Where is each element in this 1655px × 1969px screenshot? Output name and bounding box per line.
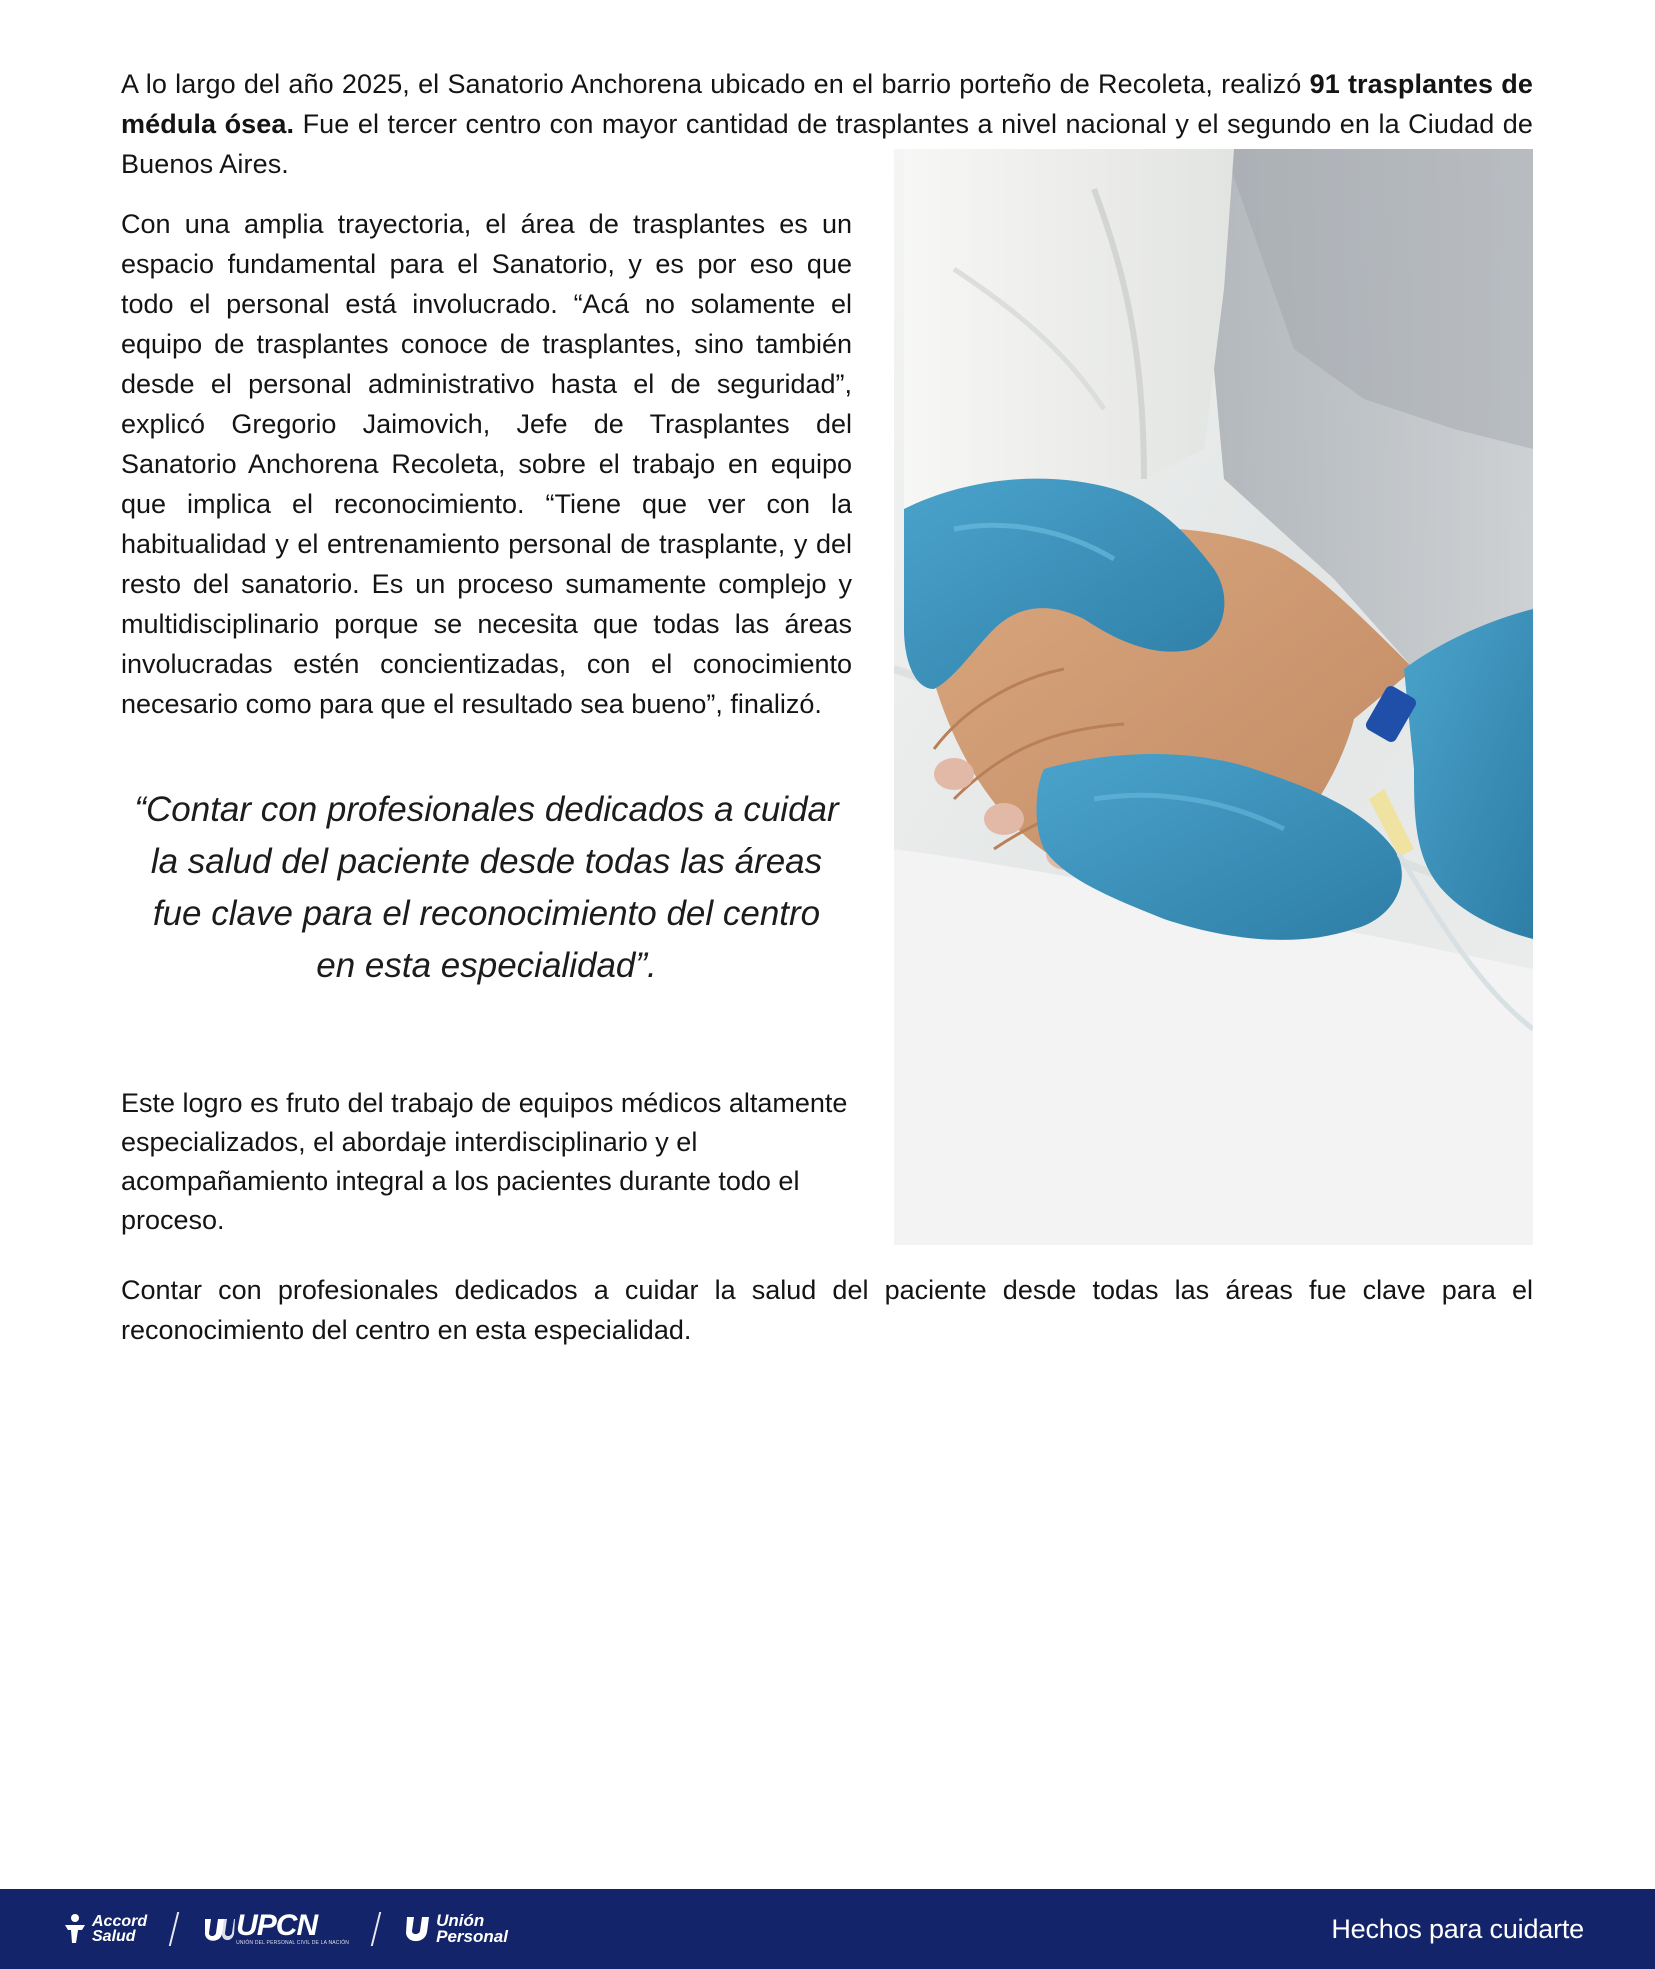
sponsor-logos (62, 1909, 508, 1949)
upcn-subtitle: UNIÓN DEL PERSONAL CIVIL DE LA NACIÓN (236, 1940, 350, 1946)
upcn-logo[interactable] (201, 1909, 350, 1946)
patient-care-photo (894, 149, 1533, 1245)
lead-highlight: 91 trasplantes de médula ósea. (121, 69, 1533, 139)
footer-bar (0, 1889, 1655, 1969)
paragraph-teamwork: Con una amplia trayectoria, el área de trasplantes es un espacio fundamental para el Sanatorio, y es por eso que todo el personal está involucrado. “Acá no solamente el equipo de trasplantes conoce de trasplantes, sino también desde el personal administrativo hasta el de seguridad”, explicó Gregorio Jaimovich, Jefe de Trasplantes del Sanatorio Anchorena Recoleta, sobre el trabajo en equipo que implica el reconocimiento. “Tiene que ver con la habitualidad y el entrenamiento personal de trasplante, y del resto del sanatorio. Es un proceso sumamente complejo y multidisciplinario porque se necesita que todas las áreas involucradas estén concientizadas, con el conocimiento necesario como para que el resultado sea bueno”, finalizó. (121, 209, 852, 719)
union-personal-wordmark: Unión Personal (436, 1911, 508, 1946)
paragraph-achievement: Este logro es fruto del trabajo de equipos médicos altamente especializados, el abordaje interdisciplinario y el acompañamiento integral a los pacientes durante todo el proceso. (121, 1088, 848, 1235)
lead-text-start: A lo largo del año 2025, el Sanatorio Anchorena ubicado en el barrio porteño de Recoleta, realizó (121, 69, 1310, 99)
logo-divider (173, 1912, 175, 1946)
lead-text-end: Fue el tercer centro con mayor cantidad de trasplantes a nivel nacional y el segundo en la Ciudad de Buenos Aires. (121, 109, 1533, 179)
accord-salud-icon (62, 1913, 88, 1945)
pull-quote: “Contar con profesionales dedicados a cuidar la salud del paciente desde todas las áreas fue clave para el reconocimiento del centro en esta especialidad”. (134, 790, 839, 985)
gloved-hands-illustration (894, 149, 1533, 1245)
upcn-icon (201, 1915, 235, 1943)
logo-divider (375, 1912, 377, 1946)
union-personal-icon (403, 1914, 431, 1944)
footer-tagline: Hechos para cuidarte (1331, 1914, 1584, 1944)
accord-salud-logo[interactable] (62, 1913, 147, 1945)
left-column (121, 204, 852, 992)
upcn-wordmark: UPCN (236, 1909, 318, 1942)
accord-salud-wordmark: Accord Salud (92, 1913, 148, 1945)
paragraph-recognition: Contar con profesionales dedicados a cuidar la salud del paciente desde todas las áreas fue clave para el reconocimiento del centro en esta especialidad. (121, 1275, 1533, 1345)
union-personal-logo[interactable] (403, 1913, 508, 1945)
